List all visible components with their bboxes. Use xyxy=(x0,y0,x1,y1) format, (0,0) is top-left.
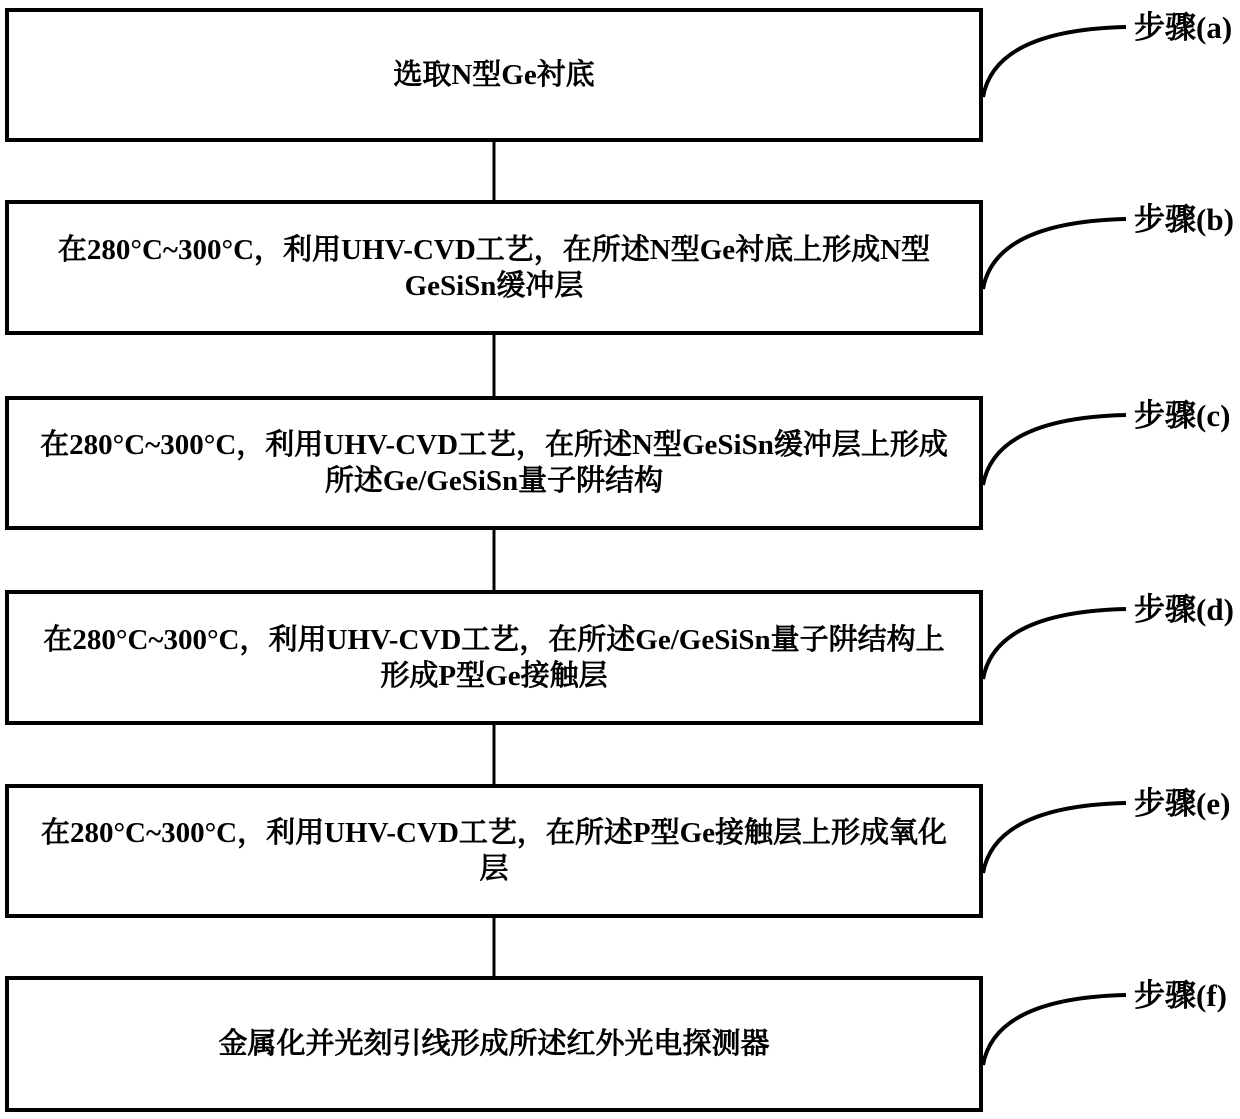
step-label-a: 步骤(a) xyxy=(1134,10,1233,45)
flow-box-text-e: 在280°C~300°C，利用UHV-CVD工艺，在所述P型Ge接触层上形成氧化层 xyxy=(40,817,948,885)
leader-curve xyxy=(983,609,1126,679)
step-label-f: 步骤(f) xyxy=(1134,978,1227,1013)
flow-box-text-a: 选取N型Ge衬底 xyxy=(393,59,595,91)
step-label-c: 步骤(c) xyxy=(1134,398,1231,433)
step-label-e: 步骤(e) xyxy=(1134,786,1231,821)
flow-box-step-c xyxy=(5,396,983,530)
flow-box-step-e xyxy=(5,784,983,918)
flow-box-step-b xyxy=(5,200,983,335)
flow-box-step-a xyxy=(5,8,983,142)
flow-box-step-f xyxy=(5,976,983,1112)
leader-curve xyxy=(983,27,1126,97)
leader-curve xyxy=(983,995,1126,1065)
flow-box-step-d xyxy=(5,590,983,725)
leader-curve xyxy=(983,803,1126,873)
leader-curve xyxy=(983,415,1126,485)
flow-box-text-f: 金属化并光刻引线形成所述红外光电探测器 xyxy=(218,1028,770,1060)
step-label-d: 步骤(d) xyxy=(1134,592,1234,627)
flow-box-text-c: 在280°C~300°C，利用UHV-CVD工艺，在所述N型GeSiSn缓冲层上形成所述Ge/GeSiSn量子阱结构 xyxy=(40,429,948,497)
flow-box-text-b: 在280°C~300°C，利用UHV-CVD工艺，在所述N型Ge衬底上形成N型GeSiSn缓冲层 xyxy=(57,233,931,302)
leader-curve xyxy=(983,219,1126,289)
flow-box-text-d: 在280°C~300°C，利用UHV-CVD工艺，在所述Ge/GeSiSn量子阱结构上形成P型Ge接触层 xyxy=(43,623,945,692)
step-label-b: 步骤(b) xyxy=(1134,202,1234,237)
